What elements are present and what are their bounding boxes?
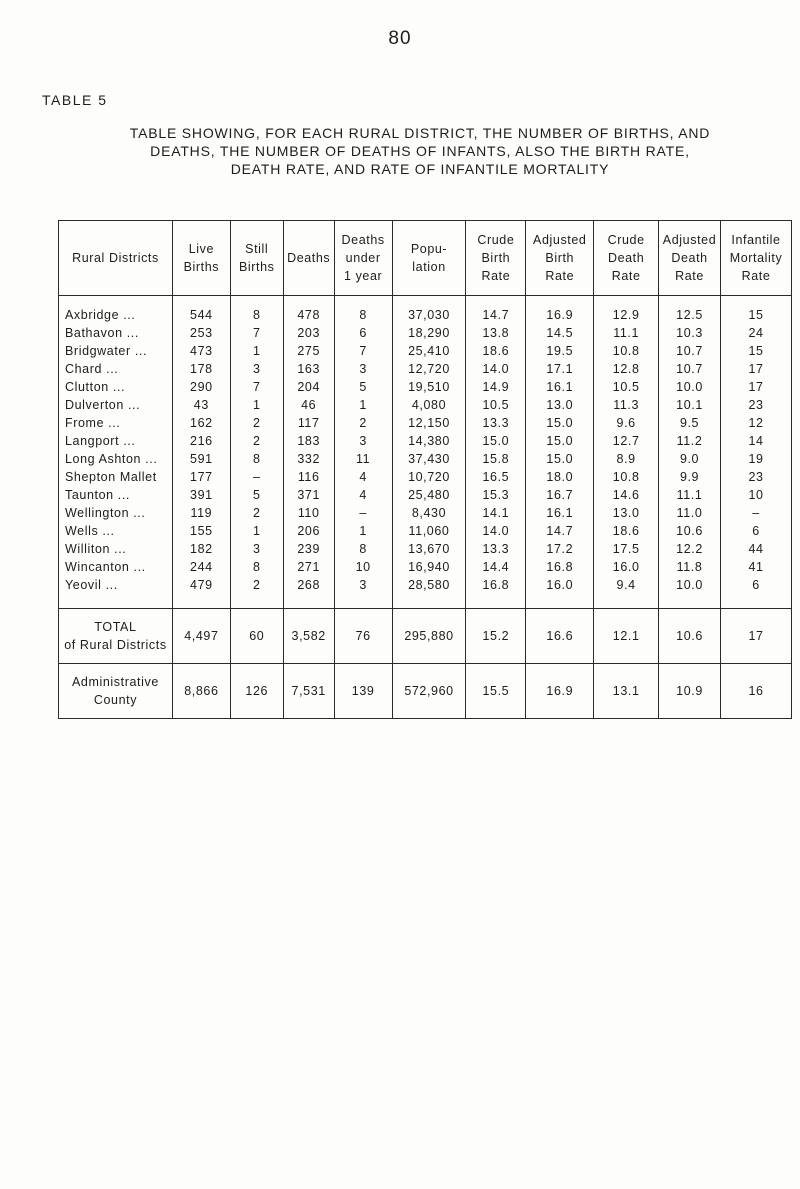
column-header-label: Adjusted	[662, 233, 717, 247]
column-header	[392, 221, 466, 296]
table-body	[59, 296, 792, 719]
table-cell: 10.6	[659, 609, 721, 664]
table-cell: 16.1	[526, 504, 594, 522]
total-row-label-line: of Rural Districts	[64, 638, 167, 652]
table-cell: 572,960	[392, 664, 466, 719]
district-name: Williton ...	[59, 540, 173, 558]
column-header-label: Rate	[481, 269, 511, 283]
column-header	[526, 221, 594, 296]
column-header-label: 1 year	[343, 269, 383, 283]
table-cell: 8,430	[392, 504, 466, 522]
column-header-label: Birth	[545, 251, 575, 265]
district-name: Wincanton ...	[59, 558, 173, 576]
table-cell: 6	[721, 576, 792, 609]
page-number: 80	[388, 28, 412, 49]
table-cell: 18.6	[594, 522, 659, 540]
table-cell: 15.0	[526, 450, 594, 468]
table-cell: 12.1	[594, 609, 659, 664]
table-cell: 290	[172, 378, 230, 396]
table-cell: 4	[334, 486, 392, 504]
district-name: Clutton ...	[59, 378, 173, 396]
table-cell: 17	[721, 609, 792, 664]
district-name: Langport ...	[59, 432, 173, 450]
table-cell: 17.2	[526, 540, 594, 558]
table-cell: 2	[230, 414, 283, 432]
table-cell: 295,880	[392, 609, 466, 664]
district-name: Taunton ...	[59, 486, 173, 504]
column-header-label: Death	[671, 251, 708, 265]
column-header	[594, 221, 659, 296]
table-cell: 271	[283, 558, 334, 576]
column-header-label: Popu-	[410, 242, 448, 256]
vital-statistics-table	[58, 220, 792, 719]
county-row-label-line: County	[93, 693, 138, 707]
column-header-label: Birth	[481, 251, 511, 265]
table-cell: 28,580	[392, 576, 466, 609]
table-cell: 76	[334, 609, 392, 664]
table-cell: 15	[721, 342, 792, 360]
table-cell: 4,497	[172, 609, 230, 664]
table-cell: 182	[172, 540, 230, 558]
table-cell: 268	[283, 576, 334, 609]
table-row	[59, 396, 792, 414]
table-cell: 44	[721, 540, 792, 558]
table-cell: 5	[230, 486, 283, 504]
table-cell: 10.6	[659, 522, 721, 540]
table-cell: 13.1	[594, 664, 659, 719]
table-cell: 8	[334, 296, 392, 325]
table-cell: 19.5	[526, 342, 594, 360]
table-cell: 178	[172, 360, 230, 378]
table-cell: 14.6	[594, 486, 659, 504]
column-header-label: Rate	[611, 269, 641, 283]
table-cell: 10.8	[594, 468, 659, 486]
total-row-label-line: TOTAL	[94, 620, 137, 634]
table-cell: 14.9	[466, 378, 526, 396]
table-cell: 19,510	[392, 378, 466, 396]
table-cell: 177	[172, 468, 230, 486]
column-header-label: Live	[188, 242, 215, 256]
table-cell: 1	[230, 396, 283, 414]
table-cell: 206	[283, 522, 334, 540]
table-cell: 3	[334, 576, 392, 609]
table-cell: 116	[283, 468, 334, 486]
table-cell: 183	[283, 432, 334, 450]
column-header-label: Rate	[545, 269, 575, 283]
table-cell: 16.9	[526, 296, 594, 325]
table-cell: 2	[334, 414, 392, 432]
table-cell: 11.2	[659, 432, 721, 450]
district-name: Bridgwater ...	[59, 342, 173, 360]
table-cell: 14.0	[466, 522, 526, 540]
district-name: Wells ...	[59, 522, 173, 540]
table-cell: 14.4	[466, 558, 526, 576]
table-cell: 14.5	[526, 324, 594, 342]
table-cell: 2	[230, 576, 283, 609]
table-cell: 3	[230, 360, 283, 378]
total-row	[59, 609, 792, 664]
table-cell: 12.8	[594, 360, 659, 378]
table-cell: 2	[230, 504, 283, 522]
column-header-label: Crude	[607, 233, 645, 247]
table-cell: 11.1	[594, 324, 659, 342]
table-cell: 16,940	[392, 558, 466, 576]
column-header-label: Crude	[477, 233, 515, 247]
table-cell: 7,531	[283, 664, 334, 719]
table-cell: 7	[334, 342, 392, 360]
table-cell: 162	[172, 414, 230, 432]
district-name: Shepton Mallet	[59, 468, 173, 486]
table-cell: 139	[334, 664, 392, 719]
column-header-label: under	[345, 251, 381, 265]
column-header-label: Death	[607, 251, 645, 265]
column-header-label: Rural Districts	[72, 251, 159, 265]
table-cell: 11.8	[659, 558, 721, 576]
table-cell: 203	[283, 324, 334, 342]
table-row	[59, 504, 792, 522]
table-cell: 24	[721, 324, 792, 342]
column-header-label: Births	[238, 260, 275, 274]
heading-line: TABLE SHOWING, FOR EACH RURAL DISTRICT, THE NUMBER OF BIRTHS, AND	[129, 125, 711, 141]
table-cell: 46	[283, 396, 334, 414]
table-label: TABLE 5	[42, 92, 108, 108]
district-name: Dulverton ...	[59, 396, 173, 414]
table-cell: 1	[230, 522, 283, 540]
column-header	[230, 221, 283, 296]
column-header-label: lation	[412, 260, 446, 274]
table-cell: 163	[283, 360, 334, 378]
county-row-label	[59, 664, 173, 719]
column-header	[721, 221, 792, 296]
table-cell: 12.7	[594, 432, 659, 450]
table-heading	[100, 124, 740, 178]
table-row	[59, 432, 792, 450]
column-header	[172, 221, 230, 296]
table-cell: 216	[172, 432, 230, 450]
table-cell: 9.9	[659, 468, 721, 486]
table-cell: 117	[283, 414, 334, 432]
table-cell: 119	[172, 504, 230, 522]
heading-line: DEATHS, THE NUMBER OF DEATHS OF INFANTS, ALSO THE BIRTH RATE,	[150, 143, 690, 159]
table-cell: 6	[721, 522, 792, 540]
table-cell: 253	[172, 324, 230, 342]
table-cell: 275	[283, 342, 334, 360]
table-header	[59, 221, 792, 296]
table-cell: 16.6	[526, 609, 594, 664]
table-cell: 11,060	[392, 522, 466, 540]
table-cell: 10.5	[594, 378, 659, 396]
column-header	[283, 221, 334, 296]
table-cell: 10.1	[659, 396, 721, 414]
table-cell: 13.3	[466, 414, 526, 432]
table-row	[59, 414, 792, 432]
table-cell: 1	[334, 522, 392, 540]
table-cell: 10.9	[659, 664, 721, 719]
table-row	[59, 378, 792, 396]
table-cell: 1	[230, 342, 283, 360]
table-cell: 7	[230, 324, 283, 342]
table-cell: 11	[334, 450, 392, 468]
table-cell: 60	[230, 609, 283, 664]
column-header	[334, 221, 392, 296]
table-cell: 13.0	[526, 396, 594, 414]
table-cell: 43	[172, 396, 230, 414]
table-cell: 37,430	[392, 450, 466, 468]
table-cell: 16	[721, 664, 792, 719]
table-cell: 41	[721, 558, 792, 576]
table-cell: 13.8	[466, 324, 526, 342]
column-header	[466, 221, 526, 296]
table-cell: 126	[230, 664, 283, 719]
table-cell: 23	[721, 396, 792, 414]
table-cell: 8	[230, 558, 283, 576]
table-cell: 10	[721, 486, 792, 504]
table-row	[59, 296, 792, 325]
table-row	[59, 486, 792, 504]
column-header-label: Births	[183, 260, 220, 274]
table-cell: 15.0	[526, 432, 594, 450]
district-name: Axbridge ...	[59, 296, 173, 325]
table-cell: 11.0	[659, 504, 721, 522]
column-header-label: Infantile	[731, 233, 781, 247]
table-cell: 15.8	[466, 450, 526, 468]
table-row	[59, 540, 792, 558]
table-cell: 10.8	[594, 342, 659, 360]
heading-line: DEATH RATE, AND RATE OF INFANTILE MORTALITY	[230, 161, 610, 177]
table-row	[59, 522, 792, 540]
table-cell: 14.1	[466, 504, 526, 522]
table-cell: 8.9	[594, 450, 659, 468]
table-cell: 391	[172, 486, 230, 504]
table-cell: 8	[334, 540, 392, 558]
table-cell: 15.2	[466, 609, 526, 664]
table-row	[59, 558, 792, 576]
district-name: Frome ...	[59, 414, 173, 432]
table-row	[59, 468, 792, 486]
table-cell: 11.1	[659, 486, 721, 504]
table-cell: 15.3	[466, 486, 526, 504]
column-header-label: Rate	[741, 269, 771, 283]
table-cell: 8,866	[172, 664, 230, 719]
table-cell: 13.3	[466, 540, 526, 558]
table-cell: 37,030	[392, 296, 466, 325]
table-cell: –	[230, 468, 283, 486]
table-cell: 5	[334, 378, 392, 396]
table-cell: 544	[172, 296, 230, 325]
table-cell: 15.0	[466, 432, 526, 450]
table-cell: 12.2	[659, 540, 721, 558]
table-cell: –	[334, 504, 392, 522]
table-cell: 16.8	[526, 558, 594, 576]
table-row	[59, 342, 792, 360]
table-cell: 204	[283, 378, 334, 396]
table-cell: 16.0	[526, 576, 594, 609]
table-cell: 155	[172, 522, 230, 540]
table-cell: 473	[172, 342, 230, 360]
table-cell: –	[721, 504, 792, 522]
table-cell: 16.0	[594, 558, 659, 576]
table-row	[59, 450, 792, 468]
table-cell: 1	[334, 396, 392, 414]
table-cell: 10.0	[659, 576, 721, 609]
header-row	[59, 221, 792, 296]
table-cell: 12,150	[392, 414, 466, 432]
county-row-label-line: Administrative	[72, 675, 159, 689]
table-cell: 23	[721, 468, 792, 486]
table-cell: 12.5	[659, 296, 721, 325]
column-header-label: Deaths	[287, 251, 331, 265]
table-cell: 6	[334, 324, 392, 342]
table-cell: 11.3	[594, 396, 659, 414]
table-cell: 10.3	[659, 324, 721, 342]
table-cell: 3	[334, 432, 392, 450]
table-cell: 17	[721, 378, 792, 396]
table-cell: 9.4	[594, 576, 659, 609]
table-cell: 13,670	[392, 540, 466, 558]
table-cell: 239	[283, 540, 334, 558]
column-header-label: Still	[245, 242, 269, 256]
table-cell: 15.5	[466, 664, 526, 719]
table-cell: 3	[334, 360, 392, 378]
table-cell: 16.7	[526, 486, 594, 504]
table-cell: 371	[283, 486, 334, 504]
table-cell: 10.5	[466, 396, 526, 414]
table-cell: 17.1	[526, 360, 594, 378]
table-cell: 17	[721, 360, 792, 378]
table-cell: 4,080	[392, 396, 466, 414]
table-cell: 9.0	[659, 450, 721, 468]
table-row	[59, 360, 792, 378]
table-cell: 3	[230, 540, 283, 558]
table-cell: 479	[172, 576, 230, 609]
table-cell: 16.1	[526, 378, 594, 396]
table-cell: 10.0	[659, 378, 721, 396]
table-cell: 9.6	[594, 414, 659, 432]
table-cell: 10.7	[659, 342, 721, 360]
table-cell: 16.9	[526, 664, 594, 719]
table-cell: 25,410	[392, 342, 466, 360]
table-cell: 12.9	[594, 296, 659, 325]
district-name: Long Ashton ...	[59, 450, 173, 468]
table-cell: 15.0	[526, 414, 594, 432]
table-cell: 10,720	[392, 468, 466, 486]
table-cell: 14	[721, 432, 792, 450]
county-row	[59, 664, 792, 719]
table-cell: 18.0	[526, 468, 594, 486]
column-header	[59, 221, 173, 296]
table-cell: 8	[230, 450, 283, 468]
table-cell: 12,720	[392, 360, 466, 378]
district-name: Yeovil ...	[59, 576, 173, 609]
table-cell: 15	[721, 296, 792, 325]
table-cell: 9.5	[659, 414, 721, 432]
table-cell: 14.7	[526, 522, 594, 540]
table-cell: 10.7	[659, 360, 721, 378]
table-row	[59, 324, 792, 342]
district-name: Chard ...	[59, 360, 173, 378]
column-header-label: Adjusted	[533, 233, 587, 247]
table-cell: 10	[334, 558, 392, 576]
table-cell: 14.0	[466, 360, 526, 378]
table-cell: 19	[721, 450, 792, 468]
column-header	[659, 221, 721, 296]
table-cell: 4	[334, 468, 392, 486]
column-header-label: Deaths	[341, 233, 385, 247]
table-cell: 16.8	[466, 576, 526, 609]
table-cell: 591	[172, 450, 230, 468]
table-cell: 17.5	[594, 540, 659, 558]
table-cell: 332	[283, 450, 334, 468]
table-cell: 13.0	[594, 504, 659, 522]
column-header-label: Mortality	[729, 251, 783, 265]
table-cell: 244	[172, 558, 230, 576]
table-cell: 3,582	[283, 609, 334, 664]
table-cell: 14.7	[466, 296, 526, 325]
table-cell: 12	[721, 414, 792, 432]
table-cell: 18,290	[392, 324, 466, 342]
table-cell: 8	[230, 296, 283, 325]
column-header-label: Rate	[675, 269, 704, 283]
table-cell: 7	[230, 378, 283, 396]
table-cell: 18.6	[466, 342, 526, 360]
table-cell: 2	[230, 432, 283, 450]
district-name: Bathavon ...	[59, 324, 173, 342]
total-row-label	[59, 609, 173, 664]
table-cell: 478	[283, 296, 334, 325]
table-cell: 25,480	[392, 486, 466, 504]
table-cell: 14,380	[392, 432, 466, 450]
district-name: Wellington ...	[59, 504, 173, 522]
table-cell: 110	[283, 504, 334, 522]
table-row	[59, 576, 792, 609]
table-cell: 16.5	[466, 468, 526, 486]
